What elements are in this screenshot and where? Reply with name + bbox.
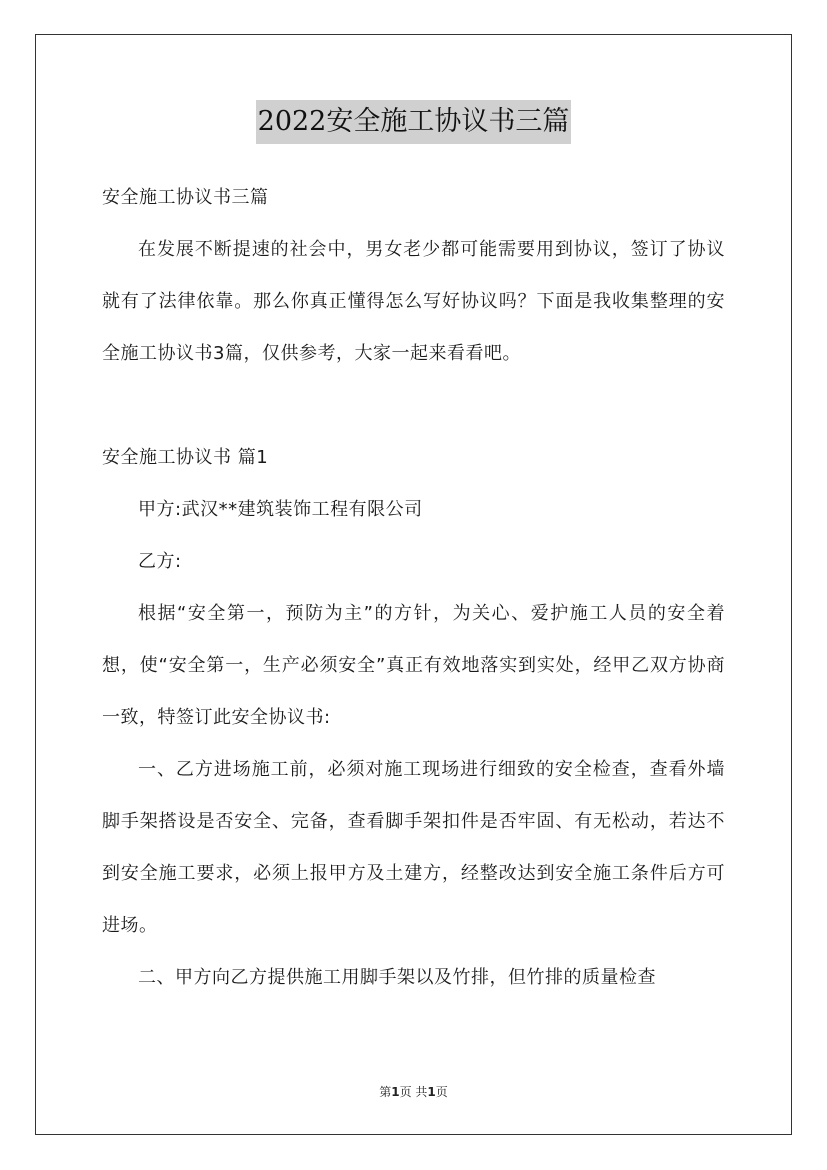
footer-page-current: 1: [391, 1085, 400, 1099]
clause-2-paragraph: 二、甲方向乙方提供施工用脚手架以及竹排，但竹排的质量检查: [138, 967, 656, 988]
document-subtitle: 安全施工协议书三篇: [102, 187, 269, 208]
party-b-line: 乙方:: [138, 551, 182, 572]
footer-page-total: 1: [427, 1085, 436, 1099]
document-title: 2022安全施工协议书三篇: [256, 100, 572, 144]
paragraph-gap: [102, 380, 725, 432]
intro-paragraph: 在发展不断提速的社会中，男女老少都可能需要用到协议，签订了协议就有了法律依靠。那么你真正懂得怎么写好协议吗？下面是我收集整理的安全施工协议书3篇，仅供参考，大家一起来看看吧。: [102, 239, 725, 364]
section-heading: 安全施工协议书 篇1: [102, 447, 269, 468]
title-wrap: [0, 100, 827, 144]
document-body: [102, 172, 725, 1004]
footer-page-prefix: 第: [379, 1085, 392, 1099]
footer-page-suffix: 页: [435, 1085, 448, 1099]
clause-1-paragraph: 一、乙方进场施工前，必须对施工现场进行细致的安全检查，查看外墙脚手架搭设是否安全、完备，查看脚手架扣件是否牢固、有无松动，若达不到安全施工要求，必须上报甲方及土建方，经整改达到安全施工条件后方可进场。: [102, 759, 725, 936]
basis-paragraph: 根据“安全第一，预防为主”的方针，为关心、爱护施工人员的安全着想，使“安全第一，生产必须安全”真正有效地落实到实处，经甲乙双方协商一致，特签订此安全协议书:: [102, 603, 725, 728]
party-a-line: 甲方:武汉**建筑装饰工程有限公司: [138, 499, 423, 520]
page-footer: [0, 1083, 827, 1100]
footer-page-mid: 页 共: [399, 1085, 428, 1099]
